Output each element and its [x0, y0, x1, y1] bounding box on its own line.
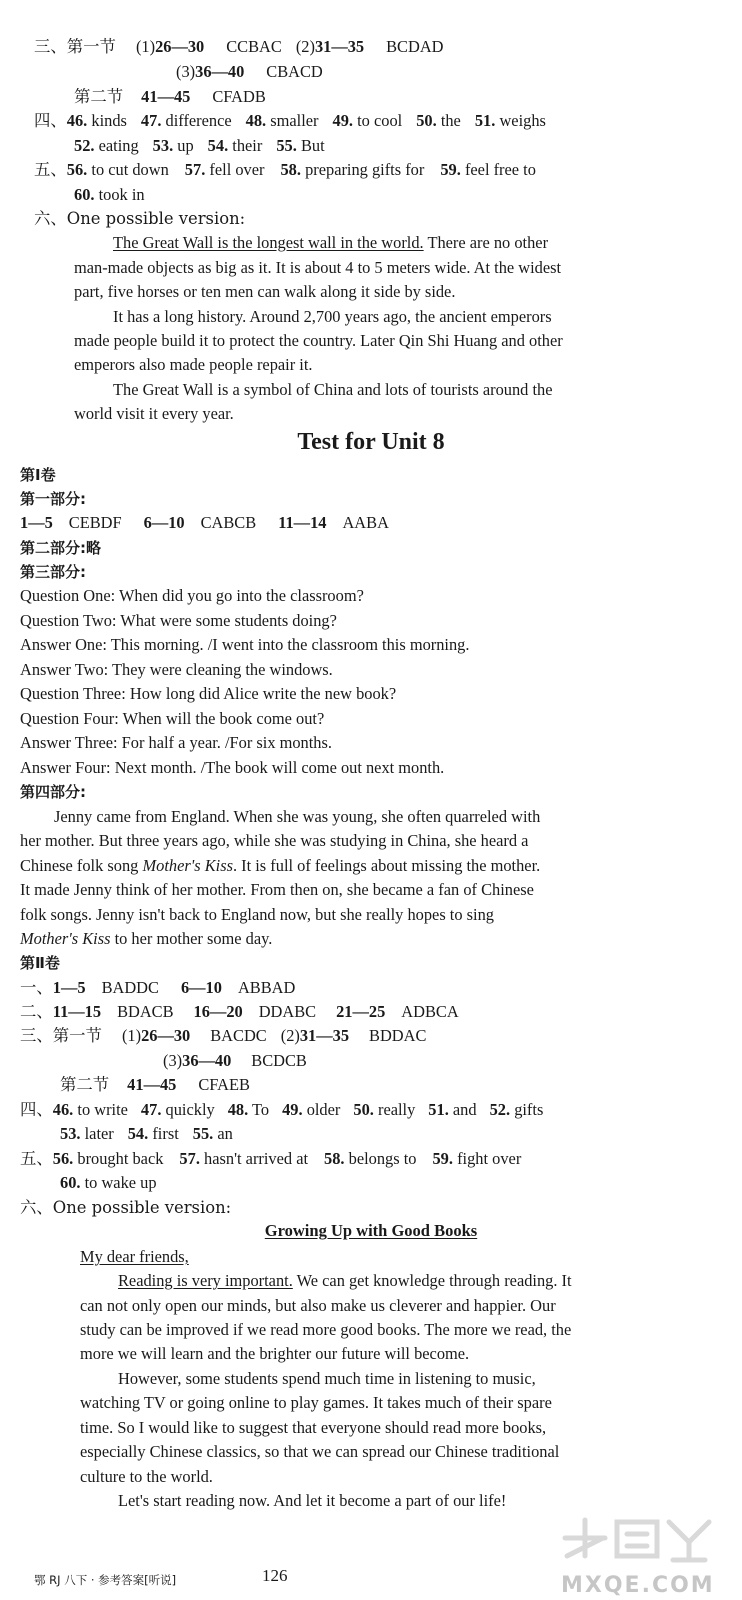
section-6-heading: 六、One possible version:: [20, 1198, 232, 1217]
review-essay-line: emperors also made people repair it.: [74, 355, 313, 374]
qa-line: Answer Three: For half a year. /For six months.: [20, 733, 332, 752]
review-essay-line: The Great Wall is a symbol of China and lots of tourists around the: [113, 380, 553, 399]
watermark-logo-icon: [555, 1508, 735, 1598]
review-essay-line: made people build it to protect the country. Later Qin Shi Huang and other: [74, 331, 563, 350]
story-line: Chinese folk song Mother's Kiss. It is full of feelings about missing the mother.: [20, 856, 541, 875]
section-5-answers: 五、56. brought back 57. hasn't arrived at 58. belongs to 59. fight over: [20, 1149, 522, 1168]
section-3c-answers: 第二节 41—45 CFAEB: [60, 1075, 250, 1094]
essay-line: Reading is very important. We can get knowledge through reading. It: [118, 1271, 572, 1290]
review-essay-line: The Great Wall is the longest wall in the world. There are no other: [113, 233, 549, 252]
qa-line: Question One: When did you go into the classroom?: [20, 586, 364, 605]
story-line: her mother. But three years ago, while she was studying in China, she heard a: [20, 831, 529, 850]
essay-line: can not only open our minds, but also make us cleverer and happier. Our: [80, 1296, 556, 1315]
section-5b-answers: 60. to wake up: [60, 1173, 157, 1192]
section-3b-answers: (3)36—40 BCDCB: [163, 1051, 307, 1070]
review-line-2: (3)36—40 CBACD: [176, 62, 323, 81]
volume-1-heading: 第Ⅰ卷: [20, 466, 56, 484]
essay-line: time. So I would like to suggest that everyone should read more books,: [80, 1418, 547, 1437]
review-essay-line: It has a long history. Around 2,700 years ago, the ancient emperors: [113, 307, 552, 326]
essay-line: more we will learn and the brighter our future will become.: [80, 1344, 470, 1363]
review-essay-line: part, five horses or ten men can walk along it side by side.: [74, 282, 456, 301]
watermark-text: MXQE.COM: [561, 1573, 715, 1598]
qa-line: Question Three: How long did Alice write the new book?: [20, 684, 397, 703]
part-2-heading: 第二部分:略: [20, 539, 101, 557]
essay-greeting: My dear friends,: [80, 1247, 189, 1266]
review-line-3: 第二节 41—45 CFADB: [74, 87, 266, 106]
story-line: Mother's Kiss to her mother some day.: [20, 929, 273, 948]
review-line-5: 52. eating 53. up 54. their 55. But: [74, 136, 325, 155]
essay-line: watching TV or going online to play games. It takes much of their spare: [80, 1393, 552, 1412]
volume-2-heading: 第Ⅱ卷: [20, 954, 60, 972]
qa-line: Answer One: This morning. /I went into the classroom this morning.: [20, 635, 470, 654]
essay-line: culture to the world.: [80, 1467, 213, 1486]
essay-title: Growing Up with Good Books: [264, 1221, 478, 1240]
story-line: folk songs. Jenny isn't back to England now, but she really hopes to sing: [20, 905, 494, 924]
section-2-answers: 二、11—15 BDACB 16—20 DDABC 21—25 ADBCA: [20, 1002, 459, 1021]
part-1-answers: 1—5 CEBDF 6—10 CABCB 11—14 AABA: [20, 513, 389, 532]
story-line: Jenny came from England. When she was young, she often quarreled with: [54, 807, 541, 826]
section-3-answers: 三、第一节 (1)26—30 BACDC (2)31—35 BDDAC: [20, 1026, 427, 1045]
story-line: It made Jenny think of her mother. From then on, she became a fan of Chinese: [20, 880, 534, 899]
footer-label: 鄂 RJ 八下 · 参考答案[听说]: [34, 1573, 177, 1587]
part-4-heading: 第四部分:: [20, 783, 86, 801]
review-line-8: 六、One possible version:: [34, 209, 246, 228]
part-1-heading: 第一部分:: [20, 490, 86, 508]
essay-line: study can be improved if we read more good books. The more we read, the: [80, 1320, 572, 1339]
essay-line: especially Chinese classics, so that we can spread our Chinese traditional: [80, 1442, 560, 1461]
qa-line: Answer Two: They were cleaning the windows.: [20, 660, 333, 679]
review-essay-line: man-made objects as big as it. It is about 4 to 5 meters wide. At the widest: [74, 258, 562, 277]
section-4-answers: 四、46. to write 47. quickly 48. To 49. older 50. really 51. and 52. gifts: [20, 1100, 544, 1119]
section-4b-answers: 53. later 54. first 55. an: [60, 1124, 233, 1143]
qa-line: Answer Four: Next month. /The book will come out next month.: [20, 758, 445, 777]
review-line-7: 60. took in: [74, 185, 145, 204]
section-1-answers: 一、1—5 BADDC 6—10 ABBAD: [20, 978, 296, 997]
qa-line: Question Four: When will the book come out?: [20, 709, 325, 728]
page-number: 126: [262, 1566, 288, 1585]
page-title: Test for Unit 8: [297, 429, 445, 455]
essay-line: Let's start reading now. And let it become a part of our life!: [118, 1491, 507, 1510]
review-line-6: 五、56. to cut down 57. fell over 58. preparing gifts for 59. feel free to: [34, 160, 536, 179]
essay-line: However, some students spend much time in listening to music,: [118, 1369, 536, 1388]
review-line-4: 四、46. kinds 47. difference 48. smaller 49. to cool 50. the 51. weighs: [34, 111, 546, 130]
part-3-heading: 第三部分:: [20, 563, 86, 581]
qa-line: Question Two: What were some students doing?: [20, 611, 337, 630]
review-line-1: 三、第一节 (1)26—30 CCBAC (2)31—35 BCDAD: [34, 37, 444, 56]
review-essay-line: world visit it every year.: [74, 404, 234, 423]
